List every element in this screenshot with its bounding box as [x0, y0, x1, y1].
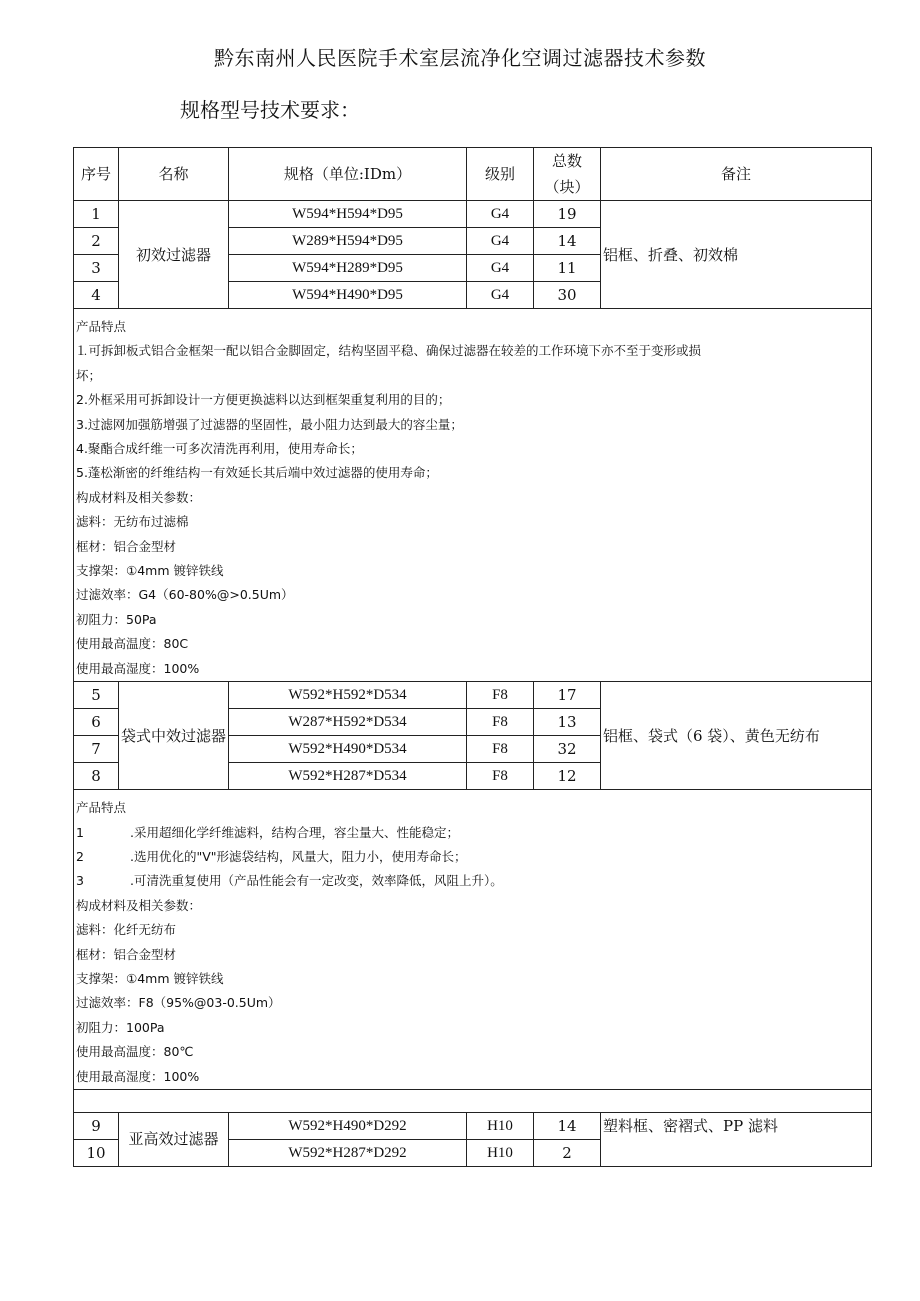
desc-line: ⒈可拆卸板式铝合金框架一配以铝合金脚固定，结构坚固平稳、确保过滤器在较差的工作环境下亦不至于变形或损	[76, 343, 702, 359]
item-text: .采用超细化学纤维滤料，结构合理，容尘量大、性能稳定；	[130, 824, 459, 840]
numbered-item	[76, 845, 869, 869]
group1-name: 初效过滤器	[119, 201, 229, 309]
header-grade: 级别	[467, 148, 534, 201]
seq-cell: 5	[74, 682, 119, 709]
header-total-line1: 总数	[551, 152, 582, 170]
group1-description-row	[74, 309, 872, 682]
grade-cell: H10	[467, 1112, 534, 1139]
item-number: 1	[76, 824, 84, 840]
desc-line: 使用最高温度：80℃	[76, 1044, 194, 1060]
desc-line: 初阻力：50Pa	[76, 611, 157, 627]
seq-cell: 6	[74, 709, 119, 736]
group1-remark: 铝框、折叠、初效棉	[601, 201, 872, 309]
grade-cell: G4	[467, 282, 534, 309]
seq-cell: 10	[74, 1139, 119, 1166]
group2-description	[74, 790, 872, 1090]
group2-description-row	[74, 790, 872, 1090]
qty-cell: 12	[534, 763, 601, 790]
qty-cell: 30	[534, 282, 601, 309]
desc-line: 使用最高温度：80C	[76, 636, 189, 652]
seq-cell: 9	[74, 1112, 119, 1139]
grade-cell: G4	[467, 201, 534, 228]
section-subtitle: 规格型号技术要求：	[180, 98, 360, 122]
spec-cell: W594*H594*D95	[229, 201, 467, 228]
spec-cell: W594*H289*D95	[229, 255, 467, 282]
spec-cell: W592*H287*D534	[229, 763, 467, 790]
spec-cell: W592*H490*D292	[229, 1112, 467, 1139]
seq-cell: 2	[74, 228, 119, 255]
desc-line: 产品特点	[76, 319, 127, 334]
spec-cell: W592*H592*D534	[229, 682, 467, 709]
desc-line: 滤料：化纤无纺布	[76, 922, 177, 938]
grade-cell: F8	[467, 709, 534, 736]
grade-cell: F8	[467, 736, 534, 763]
qty-cell: 17	[534, 682, 601, 709]
seq-cell: 3	[74, 255, 119, 282]
qty-cell: 19	[534, 201, 601, 228]
item-number: 2	[76, 848, 84, 864]
desc-line: 5.蓬松渐密的纤维结构一有效延长其后端中效过滤器的使用寿命；	[76, 465, 438, 481]
desc-line: 使用最高湿度：100%	[76, 1068, 200, 1084]
desc-line: 使用最高湿度：100%	[76, 660, 200, 676]
table-row	[74, 682, 872, 709]
desc-line: 2.外框采用可拆卸设计一方便更换滤料以达到框架重复利用的目的；	[76, 392, 451, 408]
desc-line: 4.聚酯合成纤维一可多次清洗再利用，使用寿命长；	[76, 441, 363, 457]
desc-line: 过滤效率：G4（60-80%@>0.5Um）	[76, 587, 294, 603]
seq-cell: 8	[74, 763, 119, 790]
group2-name: 袋式中效过滤器	[119, 682, 229, 790]
numbered-item	[76, 821, 869, 845]
desc-line: 构成材料及相关参数：	[76, 489, 202, 505]
desc-line: 坏；	[76, 367, 102, 383]
desc-line: 框材：铝合金型材	[76, 946, 177, 962]
header-remark: 备注	[601, 148, 872, 201]
item-text: .可清洗重复使用（产品性能会有一定改变，效率降低，风阻上升）。	[130, 873, 503, 889]
qty-cell: 2	[534, 1139, 601, 1166]
spec-cell: W592*H287*D292	[229, 1139, 467, 1166]
desc-line: 构成材料及相关参数：	[76, 897, 202, 913]
qty-cell: 32	[534, 736, 601, 763]
filter-spec-table	[73, 147, 872, 1167]
desc-line: 3.过滤网加强筋增强了过滤器的坚固性，最小阻力达到最大的容尘量；	[76, 416, 463, 432]
desc-line: 初阻力：100Pa	[76, 1019, 165, 1035]
item-text: .选用优化的"V"形滤袋结构，风量大，阻力小，使用寿命长；	[130, 848, 467, 864]
desc-line: 支撑架：①4mm 镀锌铁线	[76, 563, 224, 579]
grade-cell: H10	[467, 1139, 534, 1166]
seq-cell: 7	[74, 736, 119, 763]
qty-cell: 14	[534, 1112, 601, 1139]
spec-cell: W594*H490*D95	[229, 282, 467, 309]
page-title: 黔东南州人民医院手术室层流净化空调过滤器技术参数	[214, 46, 706, 70]
header-total-line2: （块）	[544, 178, 590, 196]
numbered-item	[76, 869, 869, 893]
group3-remark: 塑料框、密褶式、PP 滤料	[601, 1112, 872, 1166]
table-row	[74, 201, 872, 228]
item-number: 3	[76, 873, 84, 889]
group1-description	[74, 309, 872, 682]
qty-cell: 14	[534, 228, 601, 255]
spec-cell: W592*H490*D534	[229, 736, 467, 763]
desc-line: 过滤效率：F8（95%@03-0.5Um）	[76, 995, 281, 1011]
group3-name: 亚高效过滤器	[119, 1112, 229, 1166]
table-row	[74, 1112, 872, 1139]
header-seq: 序号	[74, 148, 119, 201]
grade-cell: F8	[467, 682, 534, 709]
qty-cell: 11	[534, 255, 601, 282]
grade-cell: G4	[467, 255, 534, 282]
qty-cell: 13	[534, 709, 601, 736]
desc-line: 滤料：无纺布过滤棉	[76, 514, 189, 530]
table-header-row	[74, 148, 872, 201]
empty-spacer-row	[74, 1089, 872, 1112]
seq-cell: 4	[74, 282, 119, 309]
grade-cell: G4	[467, 228, 534, 255]
empty-cell	[74, 1089, 872, 1112]
header-spec: 规格（单位:IDm）	[229, 148, 467, 201]
desc-line: 框材：铝合金型材	[76, 538, 177, 554]
seq-cell: 1	[74, 201, 119, 228]
grade-cell: F8	[467, 763, 534, 790]
spec-cell: W289*H594*D95	[229, 228, 467, 255]
header-name: 名称	[119, 148, 229, 201]
group2-remark: 铝框、袋式（6 袋）、黄色无纺布	[601, 682, 872, 790]
header-total	[534, 148, 601, 201]
desc-line: 支撑架：①4mm 镀锌铁线	[76, 970, 224, 986]
desc-line: 产品特点	[76, 800, 127, 816]
spec-cell: W287*H592*D534	[229, 709, 467, 736]
